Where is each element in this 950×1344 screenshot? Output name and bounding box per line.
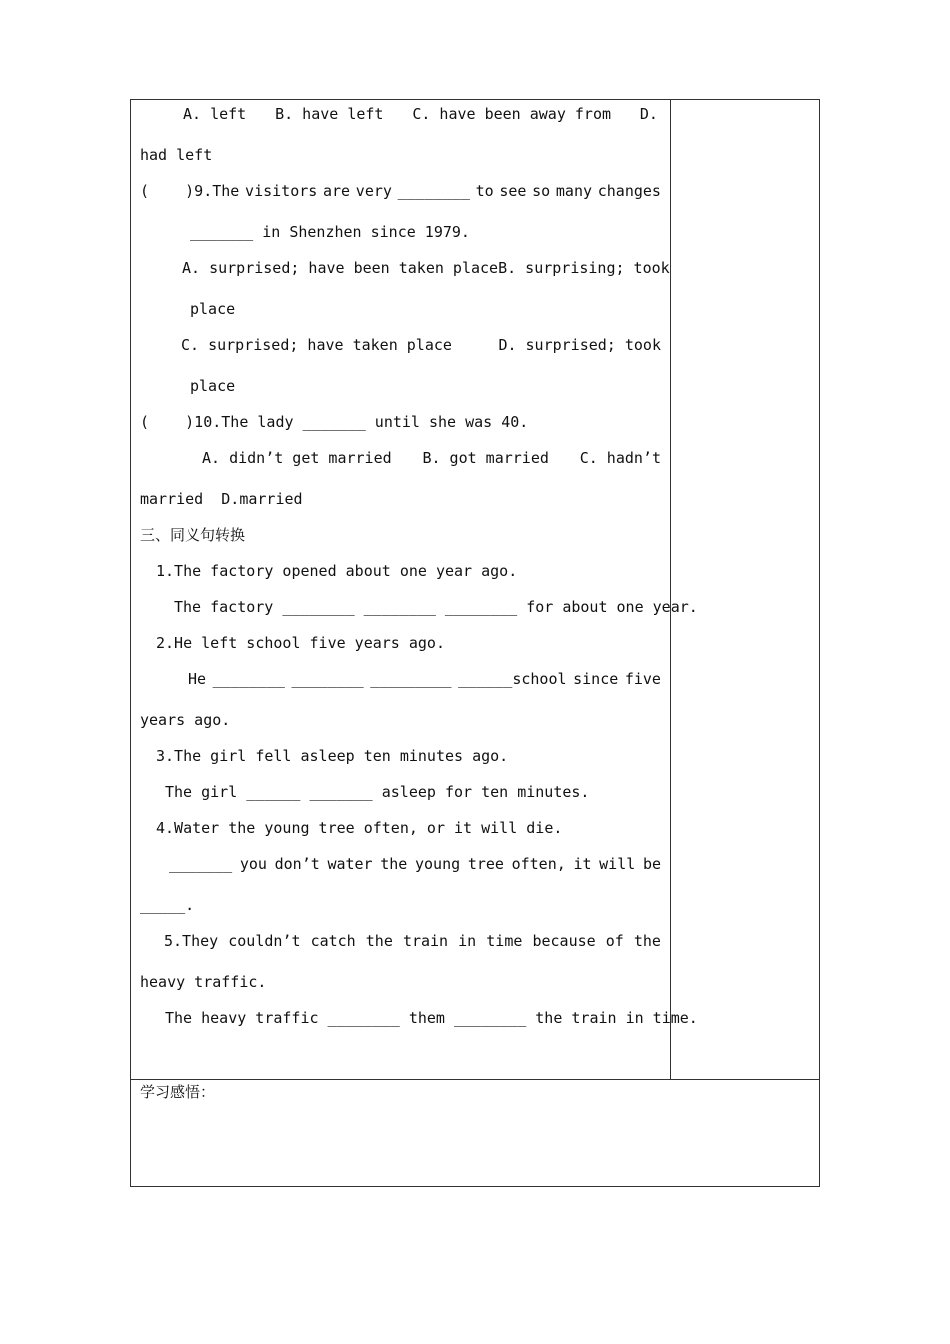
q8-option-c: C. have been away from: [412, 105, 612, 123]
q9-options-cd: [181, 335, 661, 355]
item4-rewrite-w6: tree: [467, 855, 504, 873]
q9-stem-cont: _______ in Shenzhen since 1979.: [190, 223, 470, 241]
q8-option-a: A. left: [183, 105, 247, 123]
item2-rewrite-cont: years ago.: [140, 711, 231, 729]
q9-stem-w7: so: [532, 182, 551, 200]
item4-rewrite-w7: often,: [511, 855, 566, 873]
item5-original-w6: time: [486, 932, 523, 950]
item5-original: [164, 931, 661, 951]
q8-option-d: D.: [639, 105, 658, 123]
item5-rewrite: The heavy traffic ________ them ________ the train in time.: [165, 1009, 698, 1027]
q9-stem-w0: ( )9.The: [140, 182, 240, 200]
q9-stem-w1: visitors: [245, 182, 318, 200]
item5-original-w8: of: [605, 932, 624, 950]
exercise-cell: [131, 100, 698, 1079]
item2-rewrite-w5: since: [573, 670, 619, 688]
q10-option-a: A. didn’t get married: [202, 449, 392, 467]
item5-original-w4: train: [402, 932, 449, 950]
q9-option-a: A. surprised; have been taken place: [182, 259, 499, 277]
item4-rewrite-w9: will: [599, 855, 636, 873]
item4-rewrite: [169, 854, 661, 874]
q9-stem-w5: to: [475, 182, 494, 200]
q9-option-c: C. surprised; have taken place: [181, 336, 452, 354]
q8-options-cont: had left: [140, 146, 213, 164]
item1-rewrite: The factory ________ ________ ________ for about one year.: [174, 598, 698, 616]
q9-stem-w8: many: [555, 182, 593, 200]
item3-original: 3.The girl fell asleep ten minutes ago.: [156, 747, 509, 765]
q9-stem-w6: see: [499, 182, 527, 200]
worksheet-table: [130, 99, 820, 1187]
notes-column: [671, 100, 819, 1079]
item4-rewrite-w0: _______: [169, 855, 233, 873]
item3-rewrite: The girl ______ _______ asleep for ten minutes.: [165, 783, 590, 801]
item4-rewrite-w4: the: [380, 855, 408, 873]
item5-original-w2: catch: [310, 932, 356, 950]
item2-rewrite: [188, 669, 661, 689]
q9-stem-w9: changes: [597, 182, 661, 200]
item4-rewrite-cont: _____.: [140, 896, 195, 914]
q9-option-d: D. surprised; took: [498, 336, 661, 354]
reflection-label: 学习感悟：: [140, 1083, 216, 1101]
q10-options: [202, 448, 661, 468]
q9-option-b: B. surprising; took: [498, 259, 670, 277]
q10-option-b: B. got married: [422, 449, 549, 467]
item5-original-w0: 5.They: [164, 932, 219, 950]
item4-rewrite-w2: don’t: [274, 855, 320, 873]
q9-stem-w3: very: [355, 182, 392, 200]
q9-stem: [140, 181, 661, 201]
q10-option-c: C. hadn’t: [579, 449, 661, 467]
item1-original: 1.The factory opened about one year ago.: [156, 562, 518, 580]
q9-stem-w4: ________: [397, 182, 470, 200]
q8-options: [183, 104, 658, 124]
item5-original-w1: couldn’t: [228, 932, 301, 950]
item2-rewrite-w2: ________: [291, 670, 364, 688]
item2-rewrite-w1: ________: [212, 670, 285, 688]
q9-options-ab: [182, 258, 670, 278]
item4-rewrite-w8: it: [573, 855, 592, 873]
item5-original-cont: heavy traffic.: [140, 973, 267, 991]
item4-rewrite-w5: young: [415, 855, 461, 873]
item4-rewrite-w1: you: [239, 855, 267, 873]
item2-rewrite-w3: _________: [370, 670, 452, 688]
item4-rewrite-w10: be: [642, 855, 661, 873]
section-heading: 三、同义句转换: [140, 526, 246, 544]
q8-option-b: B. have left: [275, 105, 384, 123]
item5-original-w5: in: [458, 932, 477, 950]
reflection-cell: [131, 1080, 819, 1186]
item4-rewrite-w3: water: [327, 855, 373, 873]
item2-original: 2.He left school five years ago.: [156, 634, 445, 652]
q10-options-cont: married D.married: [140, 490, 303, 508]
item5-original-w9: the: [633, 932, 661, 950]
q10-stem: ( )10.The lady _______ until she was 40.: [140, 413, 529, 431]
item2-rewrite-w4: ______school: [458, 670, 567, 688]
q9-stem-w2: are: [323, 182, 351, 200]
item4-original: 4.Water the young tree often, or it will die.: [156, 819, 563, 837]
q9-options-ab-cont: place: [190, 300, 236, 318]
item5-original-w7: because: [532, 932, 596, 950]
q9-options-cd-cont: place: [190, 377, 236, 395]
item2-rewrite-w6: five: [624, 670, 661, 688]
item5-original-w3: the: [365, 932, 393, 950]
item2-rewrite-w0: He: [188, 670, 207, 688]
